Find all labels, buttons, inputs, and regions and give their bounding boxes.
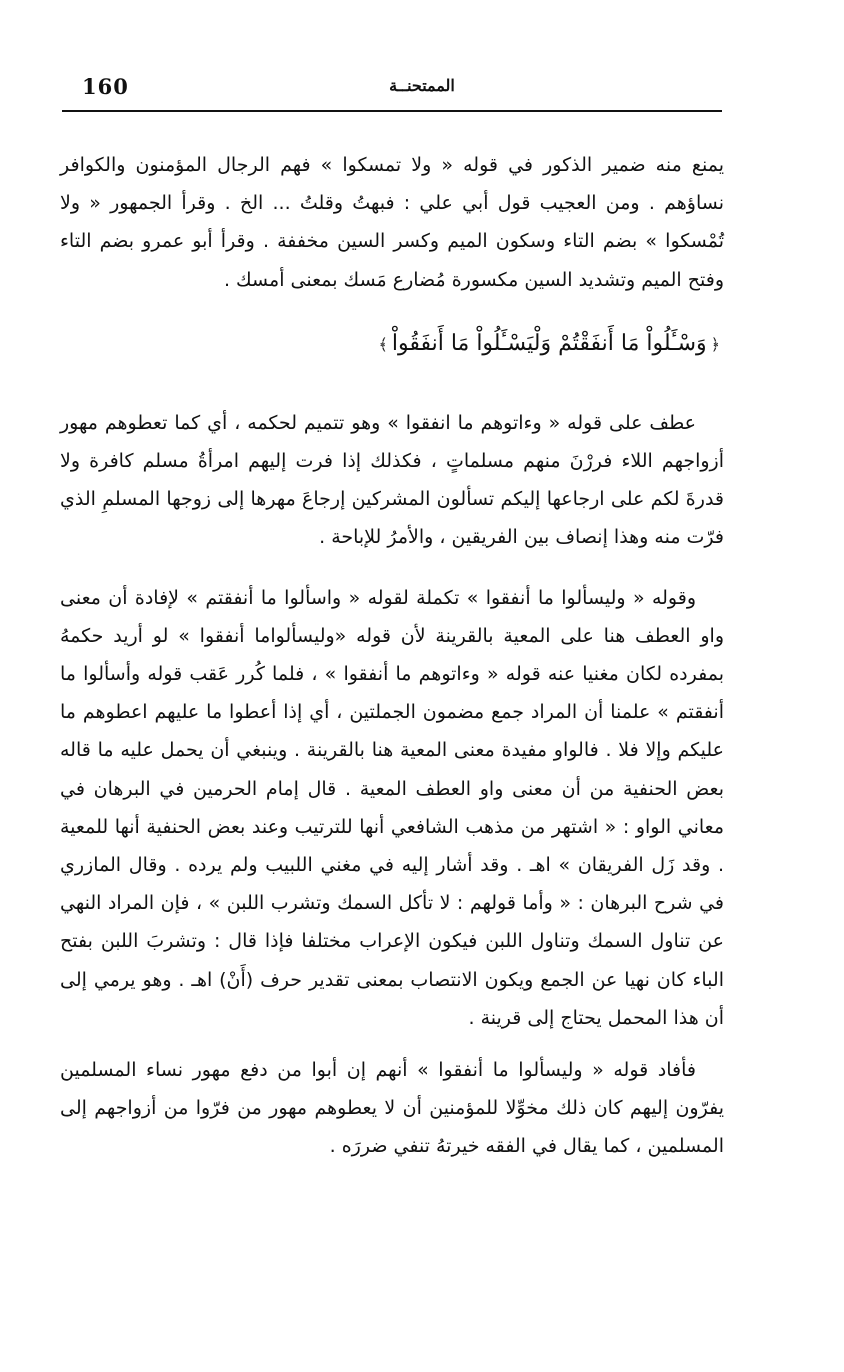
paragraph-4: فأفاد قوله « وليسألوا ما أنفقوا » أنهم إن أبوا من دفع مهور نساء المسلمين يفرّون إليهم كان ذلك مخوِّلا للمؤمنين أن لا يعطوهم مهور من فرّوا من أزواجهم إلى المسلمين ، كما يقال في الفقه خيرتهُ تنفي ضررَه . [60,1059,724,1158]
page-number: 160 [82,74,129,99]
verse-close-ornament: ﴾ [378,334,388,354]
quranic-verse [60,319,724,370]
page-body [60,146,724,1166]
verse-open-ornament: ﴿ [710,334,720,354]
header-rule [62,110,722,112]
running-title: الممتحنــة [389,76,455,95]
paragraph-3: وقوله « وليسألوا ما أنفقوا » تكملة لقوله « واسألوا ما أنفقتم » لإفادة أن معنى واو العطف هنا على المعية بالقرينة لأن قوله «وليسألواما أنفقوا » لو أريد حكمهُ بمفرده لكان مغنيا عنه قوله « وءاتوهم ما أنفقوا » ، فلما كُرر عَقب قوله وأسألوا ما أنفقتم » علمنا أن المراد جمع مضمون الجملتين ، أي إذا أعطوا ما عليهم اعطوهم ما عليكم وإلا فلا . فالواو مفيدة معنى المعية هنا بالقرينة . وينبغي أن يحمل عليه ما قاله بعض الحنفية من أن معنى واو العطف المعية . قال إمام الحرمين في البرهان في معاني الواو : « اشتهر من مذهب الشافعي أنها للترتيب وعند بعض الحنفية أنها للمعية . وقد زَل الفريقان » اهـ . وقد أشار إليه في مغني اللبيب ولم يرده . وقال المازري في شرح البرهان : « وأما قولهم : لا تأكل السمك وتشرب اللبن » ، فإن المراد النهي عن تناول السمك وتناول اللبن فيكون الإعراب مختلفا فإذا قال : وتشربَ اللبن بفتح الباء كان نهيا عن الجمع ويكون الانتصاب بمعنى تقدير حرف (أَنْ) اهـ . وهو يرمي إلى أن هذا المحمل يحتاج إلى قرينة . [60,586,724,1029]
verse-text: وَسْـَٔلُواْ مَا أَنفَقْتُمْ وَلْيَسْـَٔلُواْ مَا أَنفَقُواْ [391,330,707,356]
paragraph-2: عطف على قوله « وءاتوهم ما انفقوا » وهو تتميم لحكمه ، أي كما تعطوهم مهور أزواجهم اللاء فررْنَ منهم مسلماتٍ ، فكذلك إذا فرت إليهم امرأةُ مسلم كافرة ولا قدرةَ لكم على ارجاعها إليكم تسألون المشركين إرجاعَ مهرها إلى زوجها المسلمِ الذي فرّت منه وهذا إنصاف بين الفريقين ، والأمرُ للإباحة . [60,411,724,549]
paragraph-1: يمنع منه ضمير الذكور في قوله « ولا تمسكوا » فهم الرجال المؤمنون والكوافر نساؤهم . ومن العجيب قول أبي علي : فبهتُ وقلتُ ... الخ . وقرأ الجمهور « ولا تُمْسكوا » بضم التاء وسكون الميم وكسر السين مخففة . وقرأ أبو عمرو بضم التاء وفتح الميم وتشديد السين مكسورة مُضارع مَسك بمعنى أمسك . [60,154,724,291]
page-header [62,70,722,110]
